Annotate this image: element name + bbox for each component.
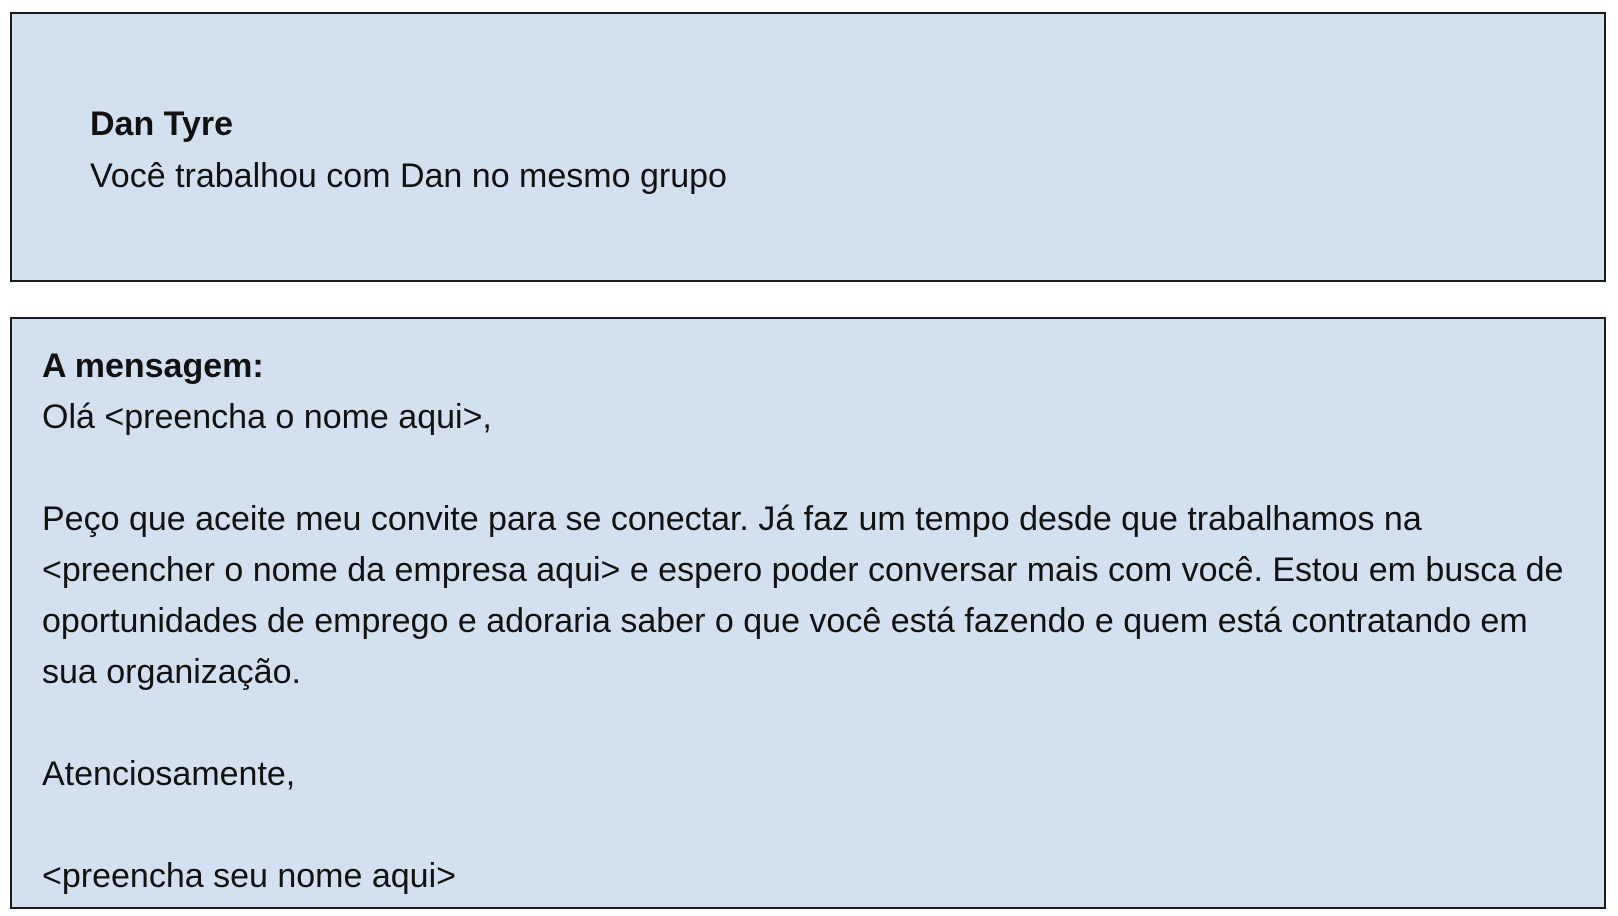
contact-name: Dan Tyre — [90, 105, 233, 143]
message-heading: A mensagem: — [42, 347, 264, 385]
contact-relation: Você trabalhou com Dan no mesmo grupo — [90, 157, 727, 195]
paragraph-spacer — [42, 443, 1587, 494]
paragraph-spacer — [42, 800, 1587, 851]
message-body: Peço que aceite meu convite para se conectar. Já faz um tempo desde que trabalhamos na <preencher o nome da empresa aqui> e espero poder conversar mais com você. Estou em busca de oportunidades de emprego e adoraria saber o que você está fazendo e quem está contratando em sua organização. — [42, 500, 1564, 691]
message-content — [42, 341, 1587, 902]
message-greeting: Olá <preencha o nome aqui>, — [42, 398, 492, 436]
message-signature: <preencha seu nome aqui> — [42, 857, 456, 895]
message-closing: Atenciosamente, — [42, 755, 296, 793]
contact-card — [10, 12, 1606, 282]
paragraph-spacer — [42, 698, 1587, 749]
message-card — [10, 317, 1606, 909]
